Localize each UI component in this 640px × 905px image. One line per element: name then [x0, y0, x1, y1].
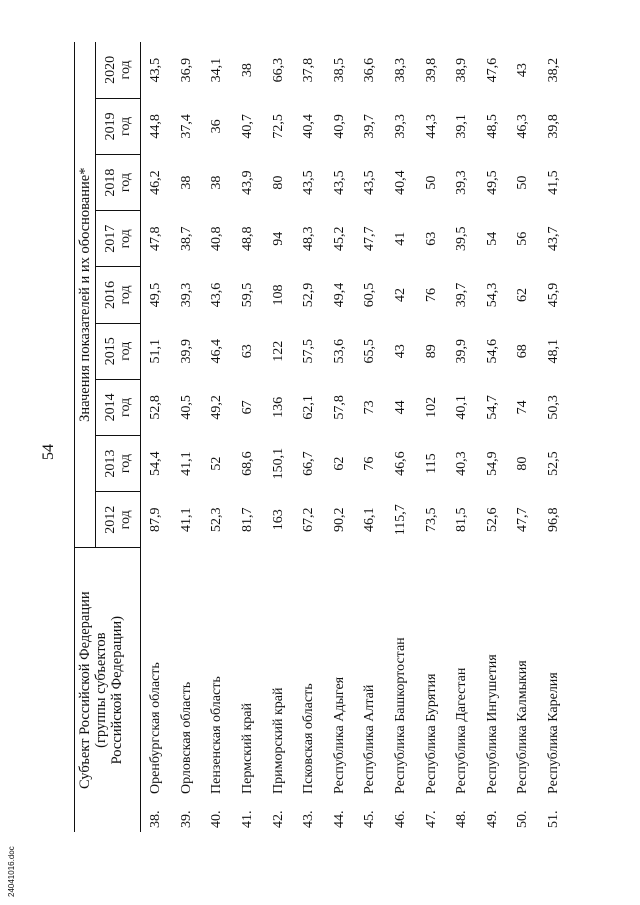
year-unit: год [118, 285, 133, 305]
subject-name: Республика Дагестан [454, 667, 470, 794]
year-label: 2018 [103, 168, 118, 197]
year-label: 2020 [103, 55, 118, 84]
value-cell: 67,2 [301, 507, 317, 533]
value-cell: 43,9 [240, 170, 256, 195]
value-cell: 87,9 [148, 507, 164, 533]
table-row [386, 42, 417, 832]
value-cell: 36,9 [178, 57, 194, 83]
subject-header-line: (группы субъектов [93, 632, 109, 748]
value-cell: 43 [515, 63, 531, 78]
subject-name: Республика Алтай [362, 684, 378, 794]
value-cell: 49,5 [484, 170, 500, 195]
value-cell: 47,6 [484, 57, 500, 83]
value-cell: 40,5 [178, 395, 194, 420]
value-cell: 54,4 [148, 451, 164, 476]
row-number: 47. [423, 810, 439, 828]
table-row [233, 42, 264, 832]
row-number: 48. [454, 810, 470, 828]
value-cell: 54 [484, 231, 500, 246]
table-row [294, 42, 325, 832]
value-cell: 54,9 [484, 451, 500, 476]
value-cell: 49,2 [209, 395, 225, 420]
year-header-2017 [96, 211, 141, 267]
value-cell: 39,3 [393, 114, 409, 139]
subject-header-line: Российской Федерации) [109, 616, 125, 765]
table-row [263, 42, 294, 832]
value-cell: 46,6 [393, 451, 409, 476]
year-unit: год [118, 341, 133, 361]
value-cell: 43,5 [148, 57, 164, 83]
value-cell: 38 [178, 175, 194, 190]
row-number: 39. [178, 810, 194, 828]
value-cell: 39,7 [454, 282, 470, 308]
value-cell: 47,7 [362, 226, 378, 252]
table-row [355, 42, 386, 832]
value-cell: 74 [515, 400, 531, 415]
value-cell: 38,7 [178, 226, 194, 252]
value-cell: 62 [515, 287, 531, 302]
row-number: 49. [484, 810, 500, 828]
row-number: 45. [362, 810, 378, 828]
value-cell: 42 [393, 287, 409, 302]
year-unit: год [118, 510, 133, 530]
table-row [172, 42, 203, 832]
value-cell: 43,7 [546, 226, 562, 252]
value-cell: 48,8 [240, 226, 256, 252]
subject-header-line: Субъект Российской Федерации [77, 591, 93, 790]
value-cell: 48,1 [546, 338, 562, 364]
value-cell: 48,3 [301, 226, 317, 252]
value-cell: 52,6 [484, 507, 500, 533]
value-cell: 46,1 [362, 507, 378, 533]
value-cell: 38 [240, 63, 256, 78]
value-cell: 94 [270, 231, 286, 246]
subject-name: Республика Адыгея [331, 676, 347, 794]
subject-name: Республика Ингушетия [484, 654, 500, 794]
year-unit: год [118, 229, 133, 249]
value-cell: 52,9 [301, 282, 317, 308]
value-cell: 76 [362, 456, 378, 471]
value-cell: 46,4 [209, 338, 225, 364]
year-header-2016 [96, 267, 141, 323]
subject-name: Орловская область [178, 681, 194, 794]
value-cell: 52,3 [209, 507, 225, 533]
value-cell: 57,5 [301, 338, 317, 364]
indicator-table-wrap [74, 42, 569, 832]
value-cell: 56 [515, 231, 531, 246]
value-cell: 43 [393, 344, 409, 359]
value-cell: 63 [423, 231, 439, 246]
value-cell: 66,3 [270, 57, 286, 83]
year-header-2014 [96, 379, 141, 435]
year-unit: год [118, 60, 133, 80]
value-cell: 80 [270, 175, 286, 190]
value-cell: 45,2 [331, 226, 347, 252]
value-cell: 73 [362, 400, 378, 415]
subject-name: Пермский край [240, 703, 256, 794]
value-cell: 44,3 [423, 114, 439, 139]
value-cell: 40,8 [209, 226, 225, 252]
value-cell: 102 [423, 396, 439, 418]
value-cell: 60,5 [362, 282, 378, 308]
value-cell: 40,9 [331, 114, 347, 139]
year-label: 2012 [103, 505, 118, 534]
value-cell: 50 [515, 175, 531, 190]
value-cell: 66,7 [301, 451, 317, 476]
header-row-1 [75, 42, 96, 832]
value-cell: 52,8 [148, 395, 164, 420]
value-cell: 38,2 [546, 57, 562, 83]
document-code: 24041016.doc [7, 846, 16, 897]
row-number: 50. [515, 810, 531, 828]
value-cell: 59,5 [240, 282, 256, 308]
value-cell: 57,8 [331, 395, 347, 420]
value-cell: 81,5 [454, 507, 470, 533]
year-header-2019 [96, 98, 141, 154]
value-cell: 50,3 [546, 395, 562, 420]
table-row [478, 42, 509, 832]
value-cell: 44 [393, 400, 409, 415]
value-cell: 39,8 [546, 114, 562, 139]
value-cell: 80 [515, 456, 531, 471]
year-label: 2016 [103, 280, 118, 309]
values-header: Значения показателей и их обоснование* [75, 42, 96, 548]
value-cell: 43,6 [209, 282, 225, 308]
value-cell: 49,4 [331, 282, 347, 308]
page-number: 54 [40, 444, 57, 460]
value-cell: 115,7 [393, 504, 409, 536]
value-cell: 46,3 [515, 114, 531, 139]
value-cell: 39,9 [454, 338, 470, 364]
value-cell: 49,5 [148, 282, 164, 308]
year-label: 2014 [103, 393, 118, 422]
value-cell: 52,5 [546, 451, 562, 476]
row-number: 40. [209, 810, 225, 828]
table-row [202, 42, 233, 832]
value-cell: 47,8 [148, 226, 164, 252]
value-cell: 43,5 [362, 170, 378, 195]
year-unit: год [118, 397, 133, 417]
value-cell: 46,2 [148, 170, 164, 195]
value-cell: 38 [209, 175, 225, 190]
value-cell: 63 [240, 344, 256, 359]
table-body [141, 42, 570, 832]
value-cell: 90,2 [331, 507, 347, 533]
value-cell: 34,1 [209, 57, 225, 83]
value-cell: 43,5 [301, 170, 317, 195]
value-cell: 73,5 [423, 507, 439, 533]
row-number: 43. [301, 810, 317, 828]
value-cell: 68 [515, 344, 531, 359]
year-label: 2017 [103, 224, 118, 253]
value-cell: 45,9 [546, 282, 562, 308]
subject-name: Пензенская область [209, 676, 225, 794]
year-unit: год [118, 173, 133, 193]
value-cell: 54,6 [484, 338, 500, 364]
value-cell: 38,9 [454, 57, 470, 83]
table-row [141, 42, 172, 832]
row-number: 42. [270, 810, 286, 828]
row-number: 38. [148, 810, 164, 828]
value-cell: 108 [270, 284, 286, 306]
table-row [508, 42, 539, 832]
value-cell: 67 [240, 400, 256, 415]
value-cell: 36,6 [362, 57, 378, 83]
subject-name: Республика Калмыкия [515, 660, 531, 794]
subject-name: Республика Башкортостан [393, 637, 409, 794]
value-cell: 48,5 [484, 114, 500, 139]
value-cell: 37,8 [301, 57, 317, 83]
row-number: 46. [393, 810, 409, 828]
value-cell: 39,7 [362, 114, 378, 139]
value-cell: 41 [393, 231, 409, 246]
value-cell: 52 [209, 456, 225, 471]
value-cell: 65,5 [362, 338, 378, 364]
value-cell: 54,3 [484, 282, 500, 308]
subject-name: Оренбургская область [148, 662, 164, 794]
value-cell: 44,8 [148, 114, 164, 139]
year-header-2013 [96, 435, 141, 491]
value-cell: 40,7 [240, 114, 256, 139]
indicator-table [74, 42, 569, 832]
row-number: 51. [546, 810, 562, 828]
table-row [416, 42, 447, 832]
value-cell: 53,6 [331, 338, 347, 364]
value-cell: 40,1 [454, 395, 470, 420]
year-header-2018 [96, 154, 141, 210]
value-cell: 62,1 [301, 395, 317, 420]
year-unit: год [118, 116, 133, 136]
value-cell: 43,5 [331, 170, 347, 195]
subject-header [75, 548, 141, 832]
value-cell: 68,6 [240, 451, 256, 476]
value-cell: 62 [331, 456, 347, 471]
value-cell: 41,1 [178, 451, 194, 476]
value-cell: 51,1 [148, 338, 164, 364]
subject-name: Приморский край [270, 687, 286, 794]
year-unit: год [118, 454, 133, 474]
year-header-2020 [96, 42, 141, 98]
table-row [447, 42, 478, 832]
value-cell: 122 [270, 340, 286, 362]
subject-name: Республика Карелия [546, 672, 562, 794]
year-label: 2019 [103, 112, 118, 141]
year-header-2012 [96, 492, 141, 548]
value-cell: 163 [270, 509, 286, 531]
value-cell: 47,7 [515, 507, 531, 533]
value-cell: 81,7 [240, 507, 256, 533]
subject-name: Псковская область [301, 683, 317, 794]
value-cell: 136 [270, 396, 286, 418]
value-cell: 39,3 [454, 170, 470, 195]
value-cell: 41,5 [546, 170, 562, 195]
value-cell: 41,1 [178, 507, 194, 533]
value-cell: 39,9 [178, 338, 194, 364]
value-cell: 36 [209, 119, 225, 134]
value-cell: 39,5 [454, 226, 470, 252]
value-cell: 72,5 [270, 114, 286, 139]
year-label: 2015 [103, 337, 118, 366]
value-cell: 54,7 [484, 395, 500, 420]
value-cell: 40,4 [393, 170, 409, 195]
value-cell: 76 [423, 287, 439, 302]
row-number: 44. [331, 810, 347, 828]
value-cell: 150,1 [270, 447, 286, 480]
value-cell: 40,3 [454, 451, 470, 476]
value-cell: 37,4 [178, 114, 194, 139]
table-row [325, 42, 356, 832]
year-label: 2013 [103, 449, 118, 478]
value-cell: 39,3 [178, 282, 194, 308]
value-cell: 96,8 [546, 507, 562, 533]
value-cell: 50 [423, 175, 439, 190]
value-cell: 38,3 [393, 57, 409, 83]
year-header-2015 [96, 323, 141, 379]
subject-name: Республика Бурятия [423, 673, 439, 794]
rotated-page [40, 42, 600, 862]
table-row [539, 42, 570, 832]
value-cell: 39,8 [423, 57, 439, 83]
value-cell: 115 [423, 453, 439, 474]
value-cell: 89 [423, 344, 439, 359]
row-number: 41. [240, 810, 256, 828]
value-cell: 39,1 [454, 114, 470, 139]
value-cell: 40,4 [301, 114, 317, 139]
value-cell: 38,5 [331, 57, 347, 83]
